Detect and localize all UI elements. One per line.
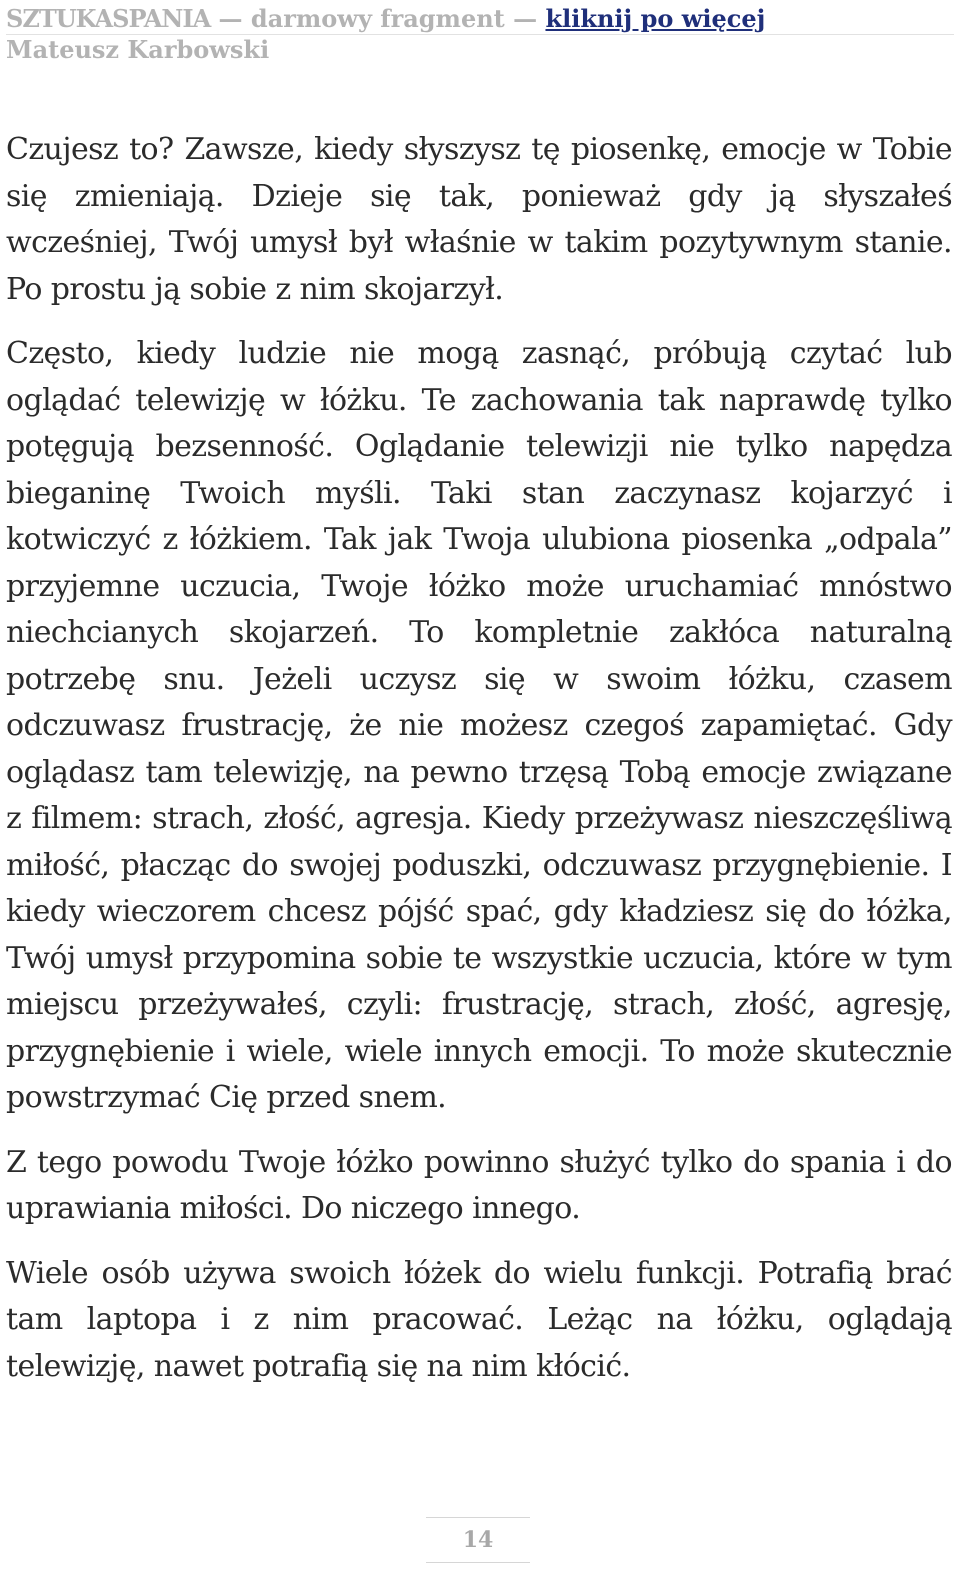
brand-name: SZTUKASPANIA [6,4,211,33]
paragraph: Z tego powodu Twoje łóżko powinno służyć tylko do spania i do uprawiania miłości. Do niczego innego. [6,1144,952,1226]
header-separator: — [218,4,243,33]
header-title-line [6,4,954,35]
header-separator: — [513,4,538,33]
paragraph: Wiele osób używa swoich łóżek do wielu funkcji. Potrafią brać tam laptopa i z nim pracować. Leżąc na łóżku, oglądają telewizję, nawet potrafią się na nim kłócić. [6,1255,952,1384]
paragraph: Czujesz to? Zawsze, kiedy słyszysz tę piosenkę, emocje w Tobie się zmieniają. Dzieje się tak, ponieważ gdy ją słyszałeś wcześniej, Twój umysł był właśnie w takim pozytywnym stanie. Po prostu ją sobie z nim skojarzył. [6,132,952,307]
more-link[interactable]: kliknij po więcej [545,4,766,33]
page-header [6,4,954,65]
author-name: Mateusz Karbowski [6,35,270,64]
page-number: 14 [426,1517,530,1563]
fragment-label: darmowy fragment [250,4,505,33]
document-body [6,127,952,1408]
paragraph: Często, kiedy ludzie nie mogą zasnąć, próbują czytać lub oglądać telewizję w łóżku. Te zachowania tak naprawdę tylko potęgują bezsenność. Oglądanie telewizji nie tylko napędza bieganinę Twoich myśli. Taki stan zaczynasz kojarzyć i kotwiczyć z łóżkiem. Tak jak Twoja ulubiona piosenka „odpala” przyjemne uczucia, Twoje łóżko może uruchamiać mnóstwo niechcianych skojarzeń. To kompletnie zakłóca naturalną potrzebę snu. Jeżeli uczysz się w swoim łóżku, czasem odczuwasz frustrację, że nie możesz czegoś zapamiętać. Gdy oglądasz tam telewizję, na pewno trzęsą Tobą emocje związane z filmem: strach, złość, agresja. Kiedy przeżywasz nieszczęśliwą miłość, płacząc do swojej poduszki, odczuwasz przygnębienie. I kiedy wieczorem chcesz pójść spać, gdy kładziesz się do łóżka, Twój umysł przypomina sobie te wszystkie uczucia, które w tym miejscu przeżywałeś, czyli: frustrację, strach, złość, agresję, przygnębienie i wiele, wiele innych emocji. To może skutecznie powstrzymać Cię przed snem. [6,336,952,1115]
